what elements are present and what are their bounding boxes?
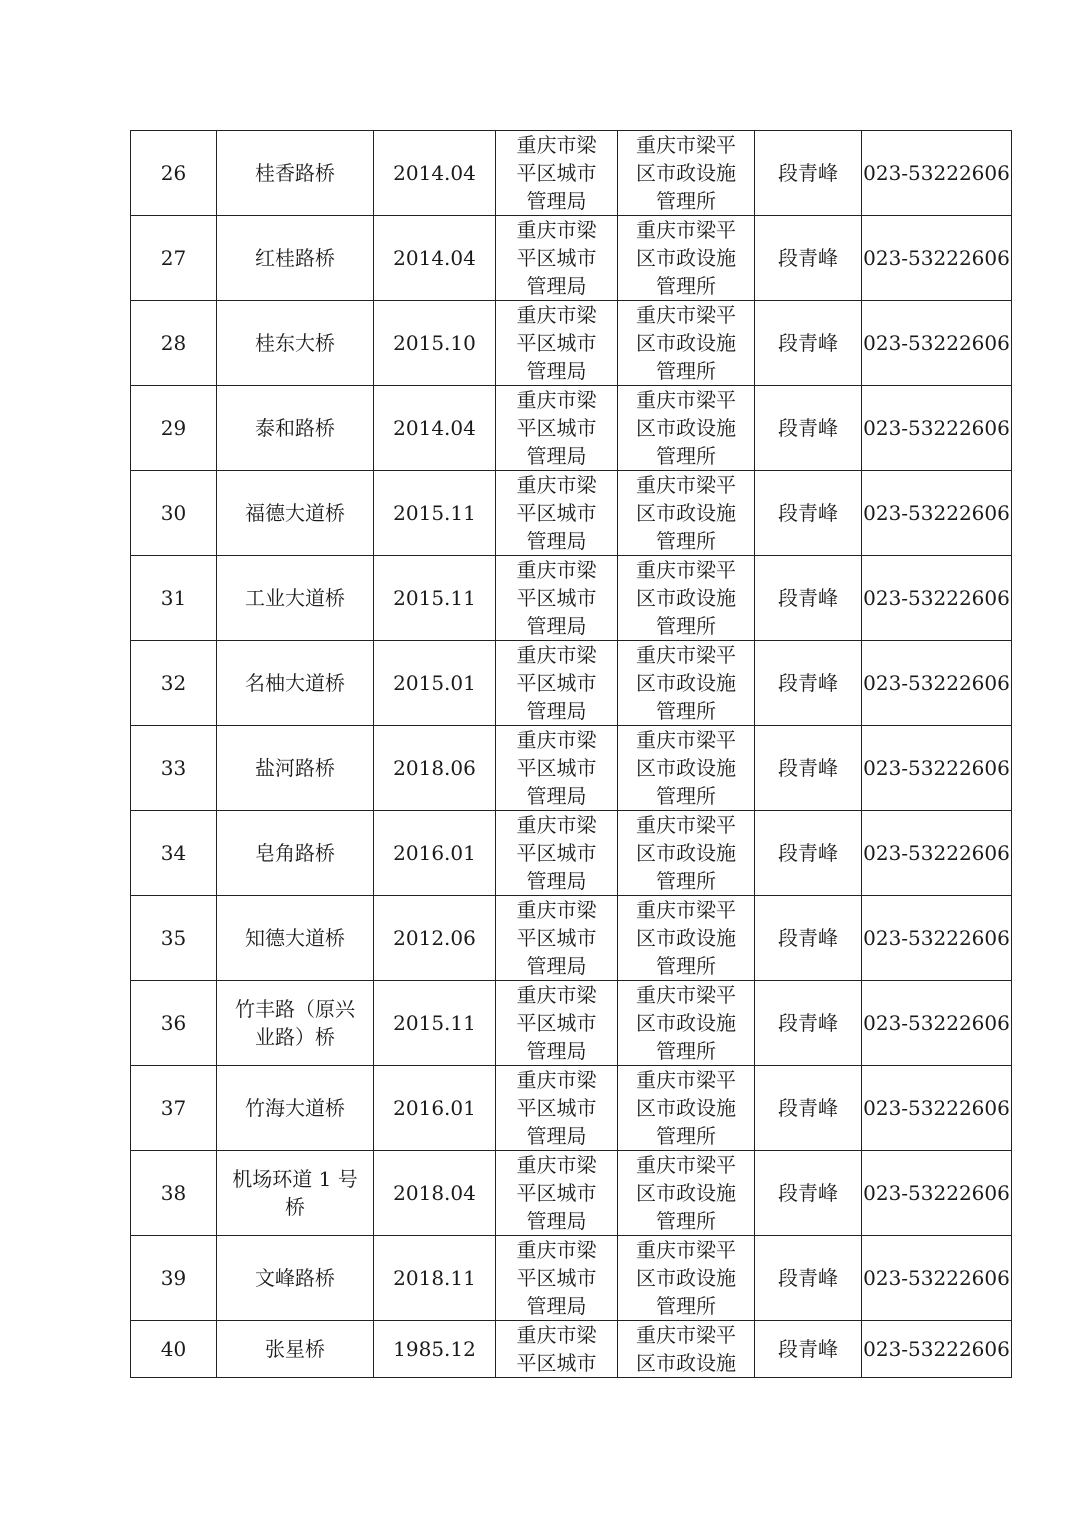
contact-person-cell: 段青峰: [755, 1066, 862, 1151]
built-date-cell: 2016.01: [374, 1066, 496, 1151]
agency-cell: 重庆市梁平区城市管理局: [496, 896, 618, 981]
agency-cell: 重庆市梁平区城市管理局: [496, 131, 618, 216]
phone-cell: 023-53222606: [862, 386, 1012, 471]
built-date-cell: 2015.10: [374, 301, 496, 386]
contact-person-cell: 段青峰: [755, 556, 862, 641]
table-row: [131, 1321, 1012, 1378]
contact-person-cell: 段青峰: [755, 131, 862, 216]
phone-cell: 023-53222606: [862, 131, 1012, 216]
contact-person-cell: 段青峰: [755, 981, 862, 1066]
table-row: [131, 1066, 1012, 1151]
table-row: [131, 981, 1012, 1066]
maintenance-unit-cell: 重庆市梁平区市政设施管理所: [618, 556, 755, 641]
row-number-cell: 31: [131, 556, 217, 641]
phone-cell: 023-53222606: [862, 811, 1012, 896]
bridge-name-cell: 名柚大道桥: [217, 641, 374, 726]
contact-person-cell: 段青峰: [755, 386, 862, 471]
agency-cell: 重庆市梁平区城市管理局: [496, 1236, 618, 1321]
bridge-name-cell: 张星桥: [217, 1321, 374, 1378]
built-date-cell: 2012.06: [374, 896, 496, 981]
phone-cell: 023-53222606: [862, 216, 1012, 301]
bridge-name-cell: 知德大道桥: [217, 896, 374, 981]
row-number-cell: 39: [131, 1236, 217, 1321]
contact-person-cell: 段青峰: [755, 1321, 862, 1378]
agency-cell: 重庆市梁平区城市管理局: [496, 386, 618, 471]
contact-person-cell: 段青峰: [755, 641, 862, 726]
agency-cell: 重庆市梁平区城市: [496, 1321, 618, 1378]
row-number-cell: 40: [131, 1321, 217, 1378]
maintenance-unit-cell: 重庆市梁平区市政设施: [618, 1321, 755, 1378]
table-row: [131, 556, 1012, 641]
agency-cell: 重庆市梁平区城市管理局: [496, 301, 618, 386]
maintenance-unit-cell: 重庆市梁平区市政设施管理所: [618, 1151, 755, 1236]
row-number-cell: 34: [131, 811, 217, 896]
row-number-cell: 38: [131, 1151, 217, 1236]
agency-cell: 重庆市梁平区城市管理局: [496, 471, 618, 556]
agency-cell: 重庆市梁平区城市管理局: [496, 216, 618, 301]
bridge-name-cell: 文峰路桥: [217, 1236, 374, 1321]
maintenance-unit-cell: 重庆市梁平区市政设施管理所: [618, 471, 755, 556]
phone-cell: 023-53222606: [862, 1236, 1012, 1321]
built-date-cell: 2016.01: [374, 811, 496, 896]
row-number-cell: 35: [131, 896, 217, 981]
maintenance-unit-cell: 重庆市梁平区市政设施管理所: [618, 811, 755, 896]
contact-person-cell: 段青峰: [755, 1236, 862, 1321]
table-row: [131, 216, 1012, 301]
row-number-cell: 26: [131, 131, 217, 216]
table-row: [131, 386, 1012, 471]
phone-cell: 023-53222606: [862, 471, 1012, 556]
bridge-name-cell: 皂角路桥: [217, 811, 374, 896]
table-row: [131, 471, 1012, 556]
row-number-cell: 30: [131, 471, 217, 556]
table-row: [131, 811, 1012, 896]
table-row: [131, 301, 1012, 386]
agency-cell: 重庆市梁平区城市管理局: [496, 981, 618, 1066]
table-row: [131, 1236, 1012, 1321]
bridge-name-cell: 泰和路桥: [217, 386, 374, 471]
contact-person-cell: 段青峰: [755, 726, 862, 811]
phone-cell: 023-53222606: [862, 1321, 1012, 1378]
built-date-cell: 2015.01: [374, 641, 496, 726]
built-date-cell: 2018.06: [374, 726, 496, 811]
phone-cell: 023-53222606: [862, 301, 1012, 386]
contact-person-cell: 段青峰: [755, 301, 862, 386]
built-date-cell: 2014.04: [374, 386, 496, 471]
phone-cell: 023-53222606: [862, 641, 1012, 726]
contact-person-cell: 段青峰: [755, 471, 862, 556]
table-body: [131, 131, 1012, 1378]
maintenance-unit-cell: 重庆市梁平区市政设施管理所: [618, 726, 755, 811]
bridge-name-cell: 桂东大桥: [217, 301, 374, 386]
row-number-cell: 29: [131, 386, 217, 471]
row-number-cell: 33: [131, 726, 217, 811]
built-date-cell: 2014.04: [374, 131, 496, 216]
bridge-name-cell: 竹丰路（原兴业路）桥: [217, 981, 374, 1066]
maintenance-unit-cell: 重庆市梁平区市政设施管理所: [618, 301, 755, 386]
maintenance-unit-cell: 重庆市梁平区市政设施管理所: [618, 641, 755, 726]
built-date-cell: 2015.11: [374, 981, 496, 1066]
row-number-cell: 32: [131, 641, 217, 726]
built-date-cell: 2015.11: [374, 471, 496, 556]
built-date-cell: 2015.11: [374, 556, 496, 641]
maintenance-unit-cell: 重庆市梁平区市政设施管理所: [618, 131, 755, 216]
maintenance-unit-cell: 重庆市梁平区市政设施管理所: [618, 1066, 755, 1151]
agency-cell: 重庆市梁平区城市管理局: [496, 1066, 618, 1151]
contact-person-cell: 段青峰: [755, 216, 862, 301]
phone-cell: 023-53222606: [862, 1066, 1012, 1151]
phone-cell: 023-53222606: [862, 896, 1012, 981]
table-row: [131, 726, 1012, 811]
phone-cell: 023-53222606: [862, 726, 1012, 811]
bridge-table: [130, 130, 1012, 1378]
contact-person-cell: 段青峰: [755, 811, 862, 896]
bridge-name-cell: 竹海大道桥: [217, 1066, 374, 1151]
maintenance-unit-cell: 重庆市梁平区市政设施管理所: [618, 896, 755, 981]
bridge-name-cell: 工业大道桥: [217, 556, 374, 641]
row-number-cell: 37: [131, 1066, 217, 1151]
row-number-cell: 36: [131, 981, 217, 1066]
phone-cell: 023-53222606: [862, 981, 1012, 1066]
phone-cell: 023-53222606: [862, 1151, 1012, 1236]
agency-cell: 重庆市梁平区城市管理局: [496, 811, 618, 896]
contact-person-cell: 段青峰: [755, 1151, 862, 1236]
maintenance-unit-cell: 重庆市梁平区市政设施管理所: [618, 386, 755, 471]
agency-cell: 重庆市梁平区城市管理局: [496, 1151, 618, 1236]
bridge-name-cell: 桂香路桥: [217, 131, 374, 216]
table-row: [131, 1151, 1012, 1236]
maintenance-unit-cell: 重庆市梁平区市政设施管理所: [618, 216, 755, 301]
bridge-name-cell: 红桂路桥: [217, 216, 374, 301]
agency-cell: 重庆市梁平区城市管理局: [496, 726, 618, 811]
maintenance-unit-cell: 重庆市梁平区市政设施管理所: [618, 981, 755, 1066]
table-row: [131, 131, 1012, 216]
bridge-name-cell: 盐河路桥: [217, 726, 374, 811]
maintenance-unit-cell: 重庆市梁平区市政设施管理所: [618, 1236, 755, 1321]
bridge-name-cell: 福德大道桥: [217, 471, 374, 556]
row-number-cell: 27: [131, 216, 217, 301]
contact-person-cell: 段青峰: [755, 896, 862, 981]
phone-cell: 023-53222606: [862, 556, 1012, 641]
agency-cell: 重庆市梁平区城市管理局: [496, 641, 618, 726]
bridge-name-cell: 机场环道 1 号桥: [217, 1151, 374, 1236]
agency-cell: 重庆市梁平区城市管理局: [496, 556, 618, 641]
built-date-cell: 2014.04: [374, 216, 496, 301]
built-date-cell: 1985.12: [374, 1321, 496, 1378]
table-row: [131, 896, 1012, 981]
row-number-cell: 28: [131, 301, 217, 386]
built-date-cell: 2018.11: [374, 1236, 496, 1321]
built-date-cell: 2018.04: [374, 1151, 496, 1236]
table-row: [131, 641, 1012, 726]
